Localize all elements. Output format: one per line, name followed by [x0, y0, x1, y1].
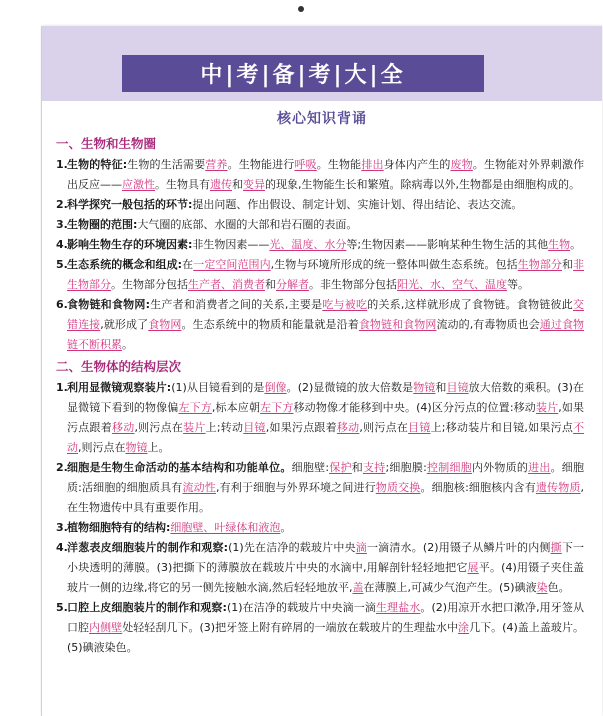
list-item [56, 378, 584, 458]
keyword-highlight: 一定空间范围内 [193, 258, 271, 271]
list-item [56, 195, 584, 215]
text-run: 身体内产生的 [383, 158, 451, 171]
text-run: ,生物与环境所形成的统一整体叫做生态系统。包括 [270, 258, 518, 271]
text-run: ,则污点在 [134, 421, 184, 434]
item-number: 3. [56, 218, 68, 231]
item-number: 6. [56, 298, 68, 311]
text-run: 移动物像才能移到中央。(4)区分污点的位置:移动 [293, 401, 536, 414]
keyword-highlight: 目镜 [243, 421, 266, 434]
keyword-highlight: 染 [536, 581, 548, 594]
keyword-highlight: 物镜 [413, 381, 436, 394]
keyword-highlight: 非生物部分 [67, 258, 585, 291]
item-number: 1. [56, 381, 68, 394]
text-run: 流动的,有毒物质也会 [436, 318, 540, 331]
keyword-highlight: 物质交换 [375, 481, 421, 494]
keyword-highlight: 阳光、水、空气、温度 [397, 278, 507, 291]
keyword-highlight: 装片 [183, 421, 206, 434]
text-run: 。生物能 [316, 158, 362, 171]
text-run: 在薄膜上,可减少气泡产生。(5)碘液 [363, 581, 537, 594]
keyword-highlight: 装片 [535, 401, 559, 414]
text-run: 。非生物部分包括 [309, 278, 397, 291]
text-run: 。细胞核:细胞核内含有 [420, 481, 536, 494]
keyword-highlight: 排出 [361, 158, 384, 171]
keyword-highlight: 生物 [548, 238, 571, 251]
text-run: 提出问题、作出假设、制定计划、实施计划、得出结论、表达交流。 [192, 198, 523, 211]
keyword-highlight: 支持 [362, 461, 386, 474]
text-run: 的关系,这样就形成了食物链。食物链彼此 [367, 298, 573, 311]
item-number: 4. [56, 541, 68, 554]
item-lead: 洋葱表皮细胞装片的制作和观察: [67, 541, 229, 554]
content-body [56, 132, 584, 658]
keyword-highlight: 目镜 [408, 421, 431, 434]
item-lead: 细胞是生物生命活动的基本结构和功能单位。 [67, 461, 292, 474]
keyword-highlight: 分解者 [276, 278, 309, 291]
item-number: 3. [56, 521, 68, 534]
keyword-highlight: 食物链和食物网 [358, 318, 437, 331]
text-run: ,就形成了 [100, 318, 149, 331]
section-heading: 二、生物体的结构层次 [56, 359, 182, 374]
text-run: 。(2)显微镜的放大倍数是 [286, 381, 414, 394]
text-run: 处轻轻刮几下。(3)把牙签上附有碎屑的一端放在载玻片的生理盐水中 [122, 621, 459, 634]
item-lead: 影响生物生存的环境因素: [67, 238, 193, 251]
keyword-highlight: 进出 [528, 461, 551, 474]
title-banner [122, 55, 484, 92]
document-page [42, 26, 602, 716]
text-run: 上;转动 [205, 421, 244, 434]
keyword-highlight: 废物 [450, 158, 473, 171]
list-item [56, 295, 584, 355]
text-run: 和 [265, 278, 276, 291]
text-run: 上。 [147, 441, 170, 454]
list-item [56, 215, 584, 235]
keyword-highlight: 内侧壁 [89, 621, 123, 634]
item-number: 5. [56, 258, 68, 271]
keyword-highlight: 滴 [355, 541, 367, 554]
keyword-highlight: 交错连接 [67, 298, 584, 331]
text-run: 。生态系统中的物质和能量就是沿着 [181, 318, 359, 331]
text-run: 和 [232, 178, 243, 191]
item-lead: 生物圈的范围: [67, 218, 138, 231]
keyword-highlight: 遗传 [210, 178, 232, 191]
keyword-highlight: 生理盐水 [375, 601, 421, 614]
keyword-highlight: 食物网 [148, 318, 182, 331]
text-run: 非生物因素—— [192, 238, 270, 251]
keyword-highlight: 保护 [329, 461, 352, 474]
text-run: 在 [182, 258, 194, 271]
page-title: 中|考|备|考|大|全 [200, 63, 406, 88]
list-item [56, 598, 584, 658]
text-run: ,则污点在 [78, 441, 126, 454]
keyword-highlight: 移动 [111, 421, 135, 434]
item-lead: 科学探究一般包括的环节: [67, 198, 193, 211]
text-run: (1)从目镜看到的是 [171, 381, 265, 394]
text-run: 。生物具有 [155, 178, 210, 191]
list-item [56, 458, 584, 518]
text-run: 。生物能对外界刺激作出反应—— [67, 158, 585, 191]
text-run: 内外物质的 [471, 461, 529, 474]
item-number: 4. [56, 238, 68, 251]
text-run: 色。 [547, 581, 570, 594]
keyword-highlight: 移动 [336, 421, 360, 434]
text-run: 。 [122, 338, 133, 351]
text-run: 等;生物因素——影响某种生物生活的其他 [346, 238, 549, 251]
text-run: 下一小块透明的薄膜。(3)把撕下的薄膜放在载玻片中央的水滴中,用解剖针轻轻地把它 [67, 541, 585, 574]
keyword-highlight: 呼吸 [294, 158, 317, 171]
keyword-highlight: 物镜 [125, 441, 148, 454]
keyword-highlight: 光、温度、水分 [269, 238, 347, 251]
item-lead: 口腔上皮细胞装片的制作和观察: [67, 601, 227, 614]
text-run: ,如果污点跟着 [265, 421, 337, 434]
keyword-highlight: 生产者、消费者 [188, 278, 265, 291]
text-run: ;细胞膜: [385, 461, 427, 474]
keyword-highlight: 倒像 [264, 381, 287, 394]
text-run: ,在生物遗传中具有重要作用。 [67, 481, 585, 514]
keyword-highlight: 吃与被吃 [322, 298, 368, 311]
page-indicator-dot [298, 6, 304, 12]
item-number: 2. [56, 198, 68, 211]
item-lead: 生物的特征: [67, 158, 128, 171]
item-lead: 食物链和食物网: [67, 298, 150, 311]
list-item [56, 518, 584, 538]
keyword-highlight: 通过食物链不断积累 [67, 318, 585, 351]
text-run: (1)在洁净的载玻片中央滴一滴 [226, 601, 376, 614]
text-run: 。生物部分包括 [111, 278, 188, 291]
item-number: 1. [56, 158, 68, 171]
text-run: (1)先在洁净的载玻片中央 [228, 541, 356, 554]
keyword-highlight: 流动性 [182, 481, 216, 494]
text-run: 细胞壁: [291, 461, 330, 474]
keyword-highlight: 目镜 [446, 381, 469, 394]
keyword-highlight: 左下方 [178, 401, 212, 414]
keyword-highlight: 展 [467, 561, 479, 574]
list-item [56, 538, 584, 598]
text-run: 上;移动装片和目镜,如果污点 [430, 421, 574, 434]
keyword-highlight: 变异 [243, 178, 265, 191]
text-run: 。细胞质:活细胞的细胞质具有 [67, 461, 585, 494]
text-run: 。 [570, 238, 582, 251]
text-run: 一滴清水。(2)用镊子从鳞片叶的内侧 [366, 541, 551, 554]
keyword-highlight: 营养 [205, 158, 228, 171]
text-run: 生产者和消费者之间的关系,主要是 [149, 298, 323, 311]
text-run: ,有利于细胞与外界环境之间进行 [215, 481, 376, 494]
list-item [56, 155, 584, 195]
keyword-highlight: 左下方 [260, 401, 294, 414]
text-run: 。(2)用凉开水把口漱净,用牙签从口腔 [67, 601, 584, 634]
item-lead: 植物细胞特有的结构: [67, 521, 171, 534]
text-run: 和 [351, 461, 363, 474]
text-run: 放大倍数的乘积。(3)在显微镜下看到的物像偏 [67, 381, 585, 414]
text-run: 的现象,生物能生长和繁殖。除病毒以外,生物都是由细胞构成的。 [265, 178, 580, 191]
text-run: ,则污点在 [359, 421, 409, 434]
item-number: 2. [56, 461, 68, 474]
item-lead: 利用显微镜观察装片: [67, 381, 172, 394]
keyword-highlight: 应激性 [122, 178, 155, 191]
text-run: 平。(4)用镊子夹住盖玻片一侧的边缘,将它的另一侧先接触水滴,然后轻轻地放平, [67, 561, 585, 594]
text-run: ,如果污点跟着 [67, 401, 585, 434]
text-run: 。 [280, 521, 292, 534]
keyword-highlight: 涂 [458, 621, 470, 634]
list-item [56, 255, 584, 295]
text-run: 等。 [507, 278, 529, 291]
text-run: 。生物能进行 [227, 158, 295, 171]
keyword-highlight: 盖 [352, 581, 364, 594]
keyword-highlight: 撕 [550, 541, 562, 554]
text-run: 几下。(4)盖上盖玻片。(5)碘液染色。 [67, 621, 585, 654]
text-run: 和 [561, 258, 574, 271]
text-run: 和 [435, 381, 447, 394]
item-number: 5. [56, 601, 68, 614]
text-run: 大气圈的底部、水圈的大部和岩石圈的表面。 [137, 218, 358, 231]
text-run: 生物的生活需要 [127, 158, 206, 171]
keyword-highlight: 生物部分 [517, 258, 562, 271]
section-heading: 一、生物和生物圈 [56, 136, 157, 151]
item-lead: 生态系统的概念和组成: [67, 258, 183, 271]
text-run: ,标本应朝 [211, 401, 261, 414]
page-subtitle: 核心知识背诵 [277, 111, 367, 127]
list-item [56, 235, 584, 255]
keyword-highlight: 细胞壁、叶绿体和液泡 [170, 521, 281, 534]
keyword-highlight: 控制细胞 [426, 461, 472, 474]
keyword-highlight: 不动 [67, 421, 585, 454]
keyword-highlight: 遗传物质 [535, 481, 581, 494]
